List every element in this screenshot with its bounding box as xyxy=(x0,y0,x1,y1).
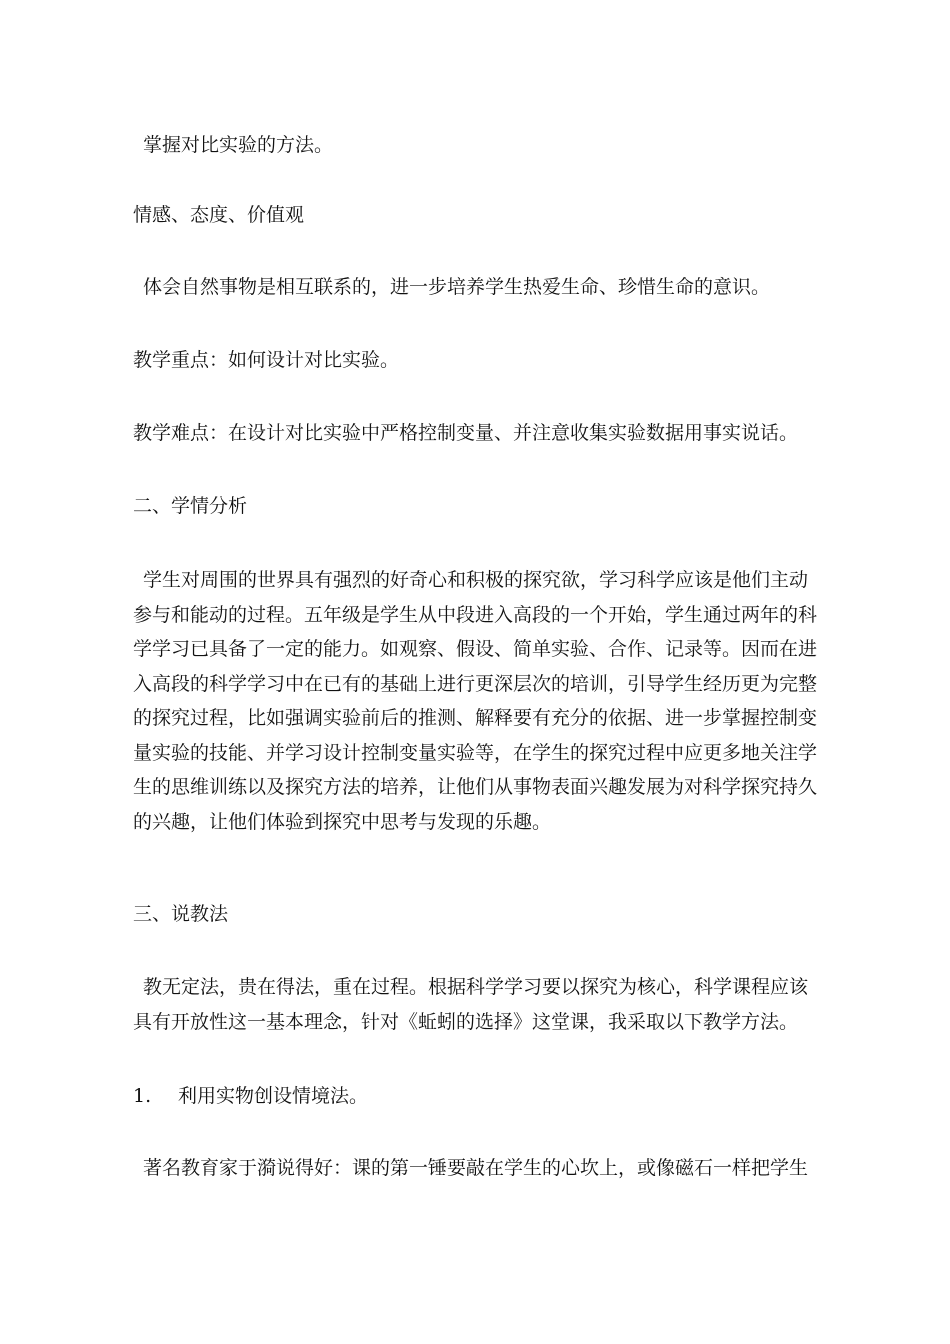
paragraph-learner-analysis: 学生对周围的世界具有强烈的好奇心和积极的探究欲，学习科学应该是他们主动参与和能动的过程。五年级是学生从中段进入高段的一个开始，学生通过两年的科学学习已具备了一定的能力。如观察、假设、简单实验、合作、记录等。因而在进入高段的科学学习中在已有的基础上进行更深层次的培训，引导学生经历更为完整的探究过程，比如强调实验前后的推测、解释要有充分的依据、进一步掌握控制变量实验的技能、并学习设计控制变量实验等，在学生的探究过程中应更多地关注学生的思维训练以及探究方法的培养，让他们从事物表面兴趣发展为对科学探究持久的兴趣，让他们体验到探究中思考与发现的乐趣。 xyxy=(133,569,818,833)
paragraph-values: 体会自然事物是相互联系的，进一步培养学生热爱生命、珍惜生命的意识。 xyxy=(143,276,771,298)
paragraph-teaching-method: 教无定法，贵在得法，重在过程。根据科学学习要以探究为核心，科学课程应该具有开放性这一基本理念，针对《蚯蚓的选择》这堂课，我采取以下教学方法。 xyxy=(133,976,809,1033)
list-item-number: 1. xyxy=(133,1085,152,1107)
paragraph-teaching-difficulty: 教学难点：在设计对比实验中严格控制变量、并注意收集实验数据用事实说话。 xyxy=(133,422,799,444)
paragraph-teaching-focus: 教学重点：如何设计对比实验。 xyxy=(133,349,400,371)
list-item-text: 利用实物创设情境法。 xyxy=(178,1085,369,1107)
section-heading-teaching-method: 三、说教法 xyxy=(133,903,229,925)
heading-emotion-attitude-values: 情感、态度、价值观 xyxy=(133,204,305,226)
paragraph-objective: 掌握对比实验的方法。 xyxy=(143,134,334,156)
paragraph-quote: 著名教育家于漪说得好：课的第一锤要敲在学生的心坎上，或像磁石一样把学生 xyxy=(143,1157,809,1179)
list-item-1 xyxy=(133,1079,823,1114)
section-heading-learner-analysis: 二、学情分析 xyxy=(133,495,248,517)
